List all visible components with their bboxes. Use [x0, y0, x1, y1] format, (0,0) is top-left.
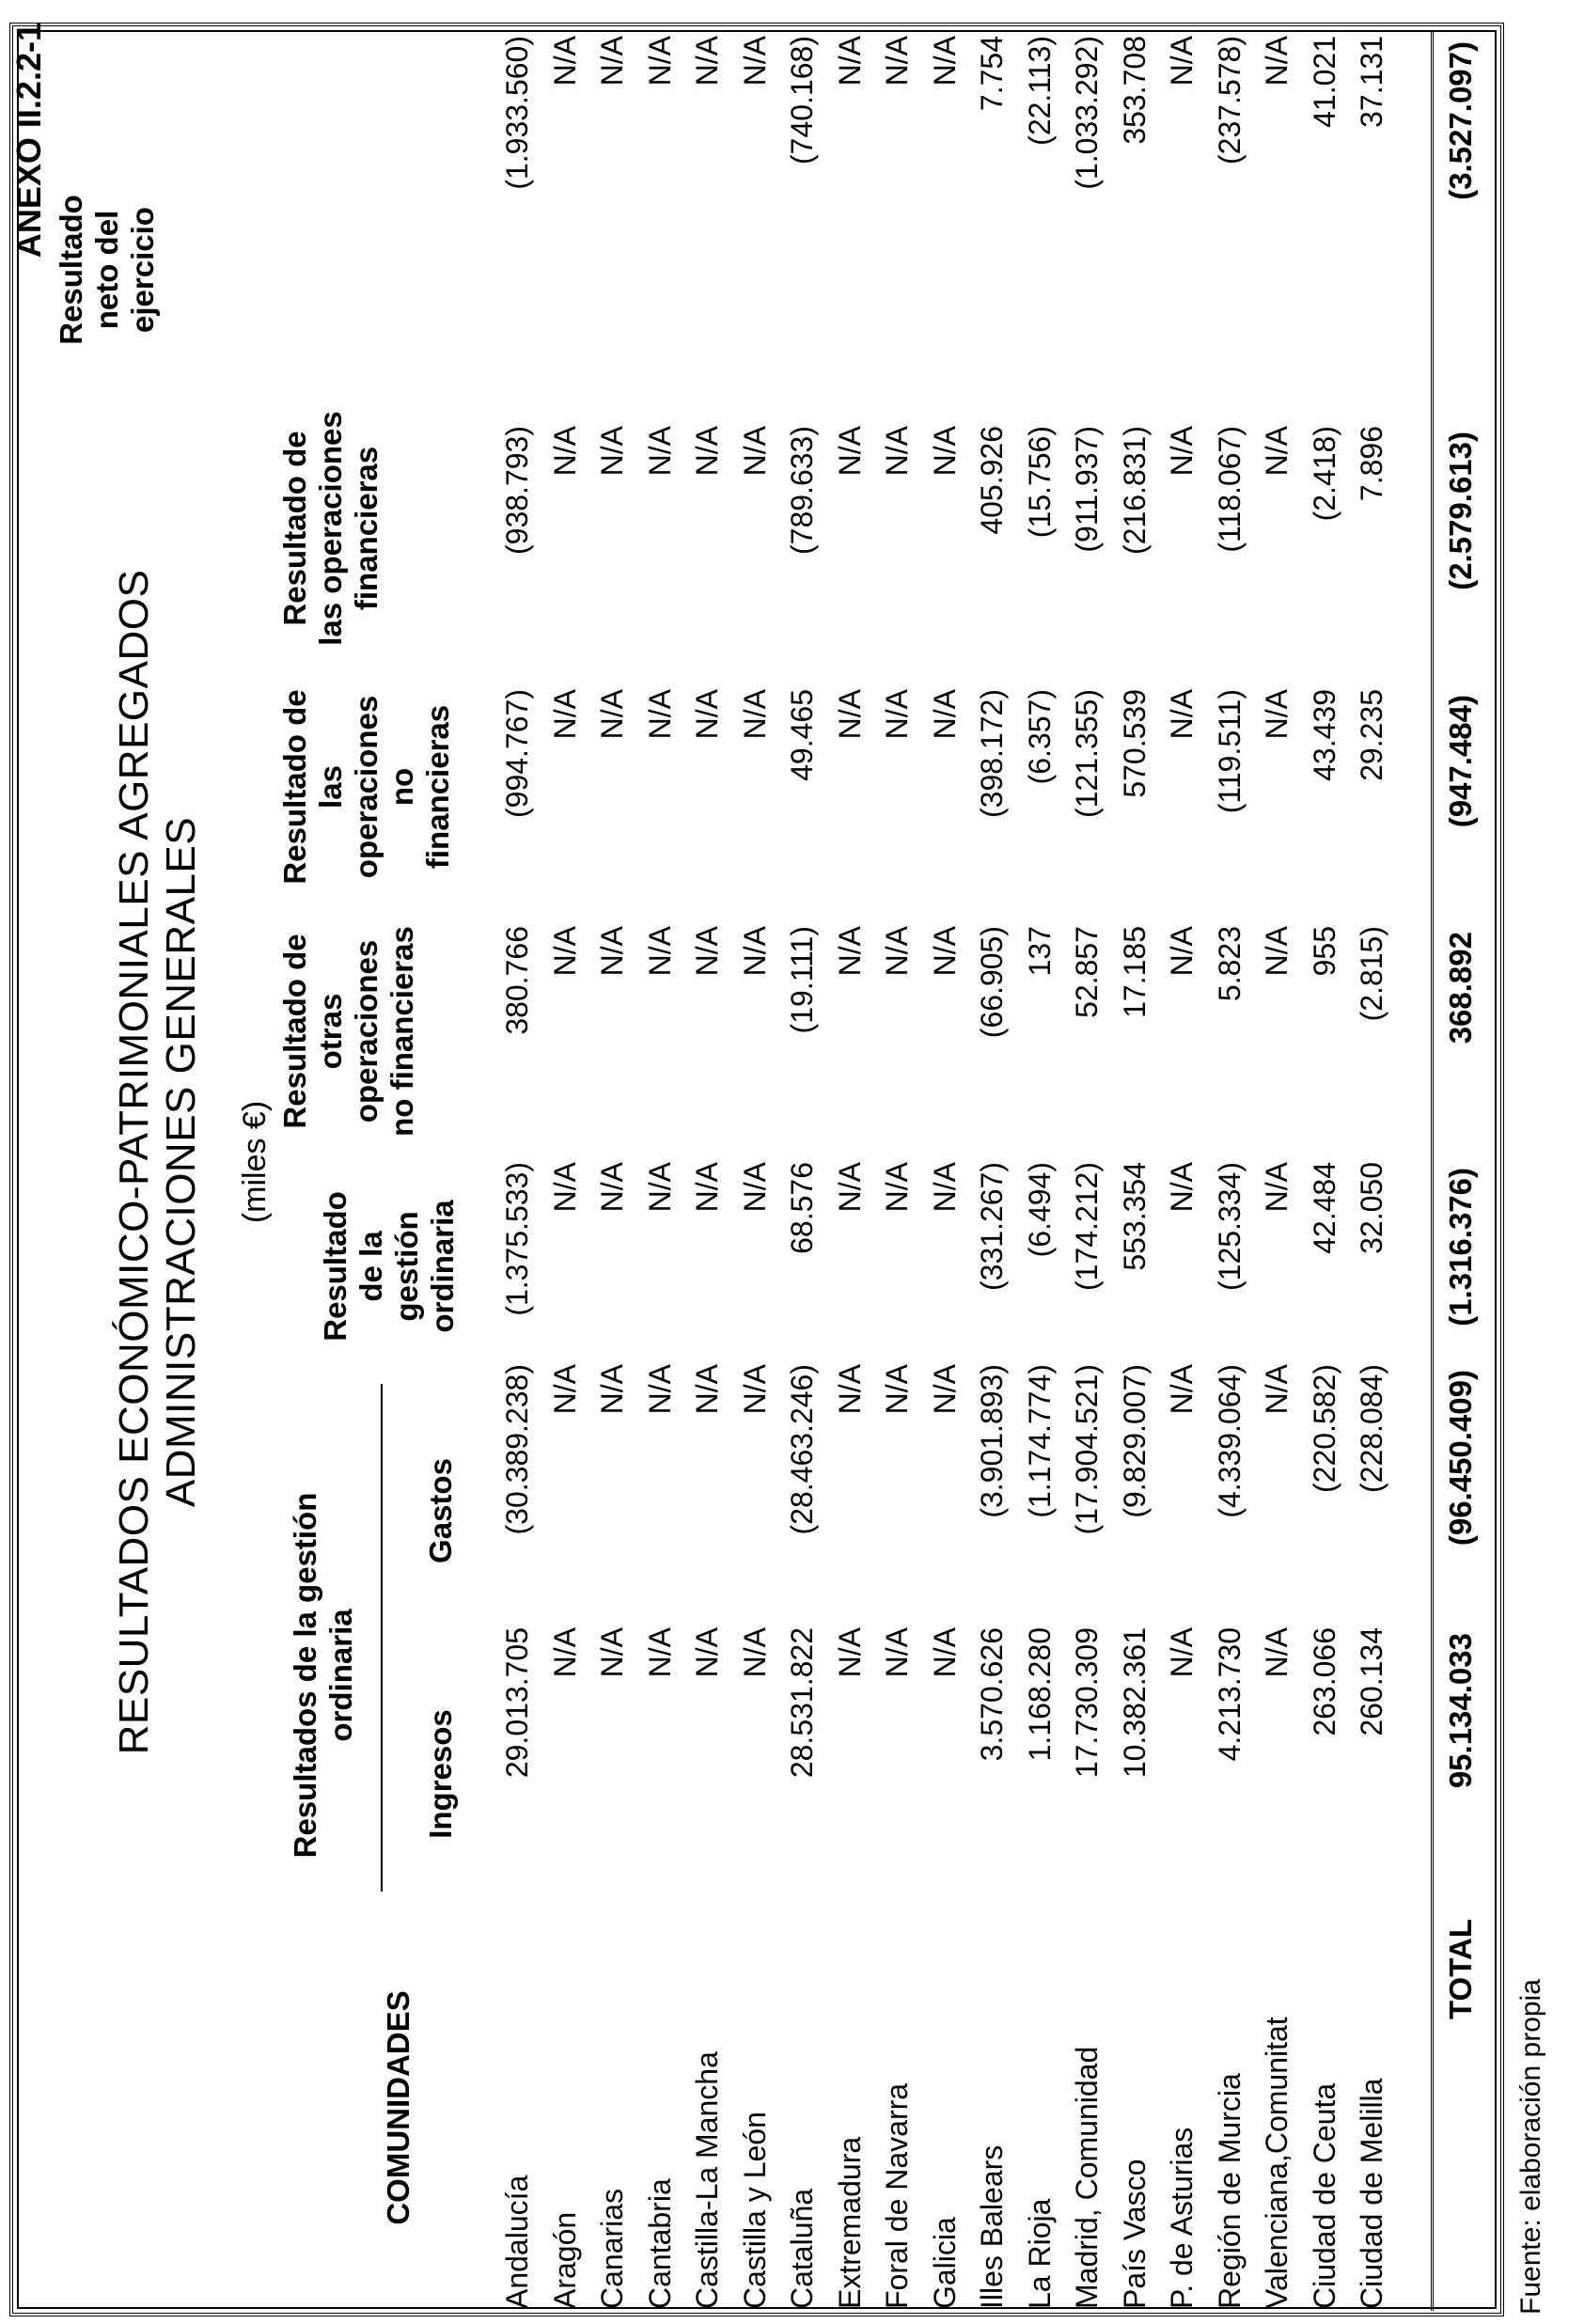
cell-no-fin: N/A: [832, 689, 867, 740]
header-ingresos: Ingresos: [423, 1709, 458, 1839]
total-label: TOTAL: [1443, 1919, 1478, 2019]
row-name: Galicia: [927, 2217, 962, 2309]
source-note: Fuente: elaboración propia: [1515, 1979, 1546, 2315]
cell-ingresos: 263.066: [1307, 1627, 1341, 1736]
cell-otras: N/A: [880, 926, 914, 977]
cell-gestion: N/A: [832, 1162, 867, 1213]
table-row: [1158, 30, 1206, 2315]
units-label: (miles €): [237, 1100, 273, 1224]
row-name: Castilla y León: [737, 2112, 772, 2309]
table-row: [1206, 30, 1254, 2315]
cell-fin: N/A: [595, 426, 629, 477]
row-name: Castilla-La Mancha: [690, 2051, 724, 2309]
cell-no-fin: N/A: [642, 689, 677, 740]
cell-neto: (237.578): [1212, 36, 1247, 165]
cell-no-fin: N/A: [1165, 689, 1199, 740]
cell-gastos: (4.339.064): [1212, 1364, 1247, 1518]
cell-neto: 41.021: [1307, 36, 1341, 128]
cell-otras: N/A: [832, 926, 867, 977]
cell-gastos: N/A: [642, 1364, 677, 1415]
header-comunidades: COMUNIDADES: [381, 1990, 416, 2225]
cell-no-fin: 43.439: [1307, 689, 1341, 781]
row-name: La Rioja: [1022, 2198, 1057, 2309]
cell-neto: 353.708: [1117, 36, 1152, 145]
cell-fin: N/A: [832, 426, 867, 477]
cell-no-fin: N/A: [880, 689, 914, 740]
cell-fin: (789.633): [785, 426, 819, 555]
cell-otras: N/A: [1165, 926, 1199, 977]
table-row: [826, 30, 874, 2315]
cell-fin: N/A: [642, 426, 677, 477]
row-name: Región de Murcia: [1212, 2073, 1247, 2309]
cell-otras: (66.905): [975, 926, 1009, 1039]
cell-fin: N/A: [1260, 426, 1294, 477]
row-name: Foral de Navarra: [880, 2082, 914, 2309]
cell-neto: (1.933.560): [500, 36, 534, 190]
cell-otras: 5.823: [1212, 926, 1247, 1002]
cell-fin: (938.793): [500, 426, 534, 555]
cell-neto: (22.113): [1022, 36, 1057, 146]
row-name: Ciudad de Melilla: [1355, 2078, 1388, 2309]
cell-gestion: (1.375.533): [500, 1162, 534, 1316]
table-row: [731, 30, 779, 2315]
cell-otras: (2.815): [1355, 926, 1388, 1022]
table-row: [683, 30, 731, 2315]
table-row: [968, 30, 1016, 2315]
row-name: Andalucía: [500, 2175, 534, 2309]
cell-ingresos: N/A: [547, 1627, 582, 1678]
total-no-fin: (947.484): [1443, 695, 1478, 828]
cell-ingresos: N/A: [690, 1627, 724, 1678]
cell-gastos: N/A: [1165, 1364, 1199, 1415]
cell-neto: N/A: [880, 36, 914, 86]
row-name: Cantabria: [642, 2178, 677, 2309]
row-name: Valenciana,Comunitat: [1260, 2017, 1294, 2309]
cell-fin: N/A: [880, 426, 914, 477]
cell-gastos: (30.389.238): [500, 1364, 534, 1535]
cell-no-fin: 49.465: [785, 689, 819, 781]
cell-neto: N/A: [690, 36, 724, 86]
cell-gestion: (6.494): [1022, 1162, 1057, 1258]
title-line-2: ADMINISTRACIONES GENERALES: [158, 816, 204, 1508]
cell-otras: 380.766: [500, 926, 534, 1035]
cell-gastos: N/A: [880, 1364, 914, 1415]
table-row: [873, 30, 921, 2315]
cell-ingresos: N/A: [1165, 1627, 1199, 1678]
annex-label: ANEXO II.2.2-1: [9, 23, 48, 259]
table-row: [1016, 30, 1064, 2315]
cell-neto: N/A: [1165, 36, 1199, 86]
cell-gestion: (174.212): [1070, 1162, 1104, 1291]
cell-no-fin: (119.511): [1212, 689, 1247, 814]
row-name: País Vasco: [1117, 2159, 1152, 2309]
cell-neto: (1.033.292): [1070, 36, 1104, 190]
cell-no-fin: (121.355): [1070, 689, 1104, 818]
total-neto: (3.527.097): [1443, 41, 1478, 200]
cell-fin: N/A: [737, 426, 772, 477]
cell-gestion: N/A: [1260, 1162, 1294, 1213]
total-row: [1431, 32, 1488, 2311]
cell-neto: (740.168): [785, 36, 819, 165]
cell-fin: 405.926: [975, 426, 1009, 535]
cell-gestion: 553.354: [1117, 1162, 1152, 1271]
cell-fin: (2.418): [1307, 426, 1341, 522]
cell-fin: (15.756): [1022, 426, 1057, 539]
table-row: [636, 30, 684, 2315]
cell-gestion: N/A: [547, 1162, 582, 1213]
table-row: [494, 30, 541, 2315]
cell-neto: N/A: [595, 36, 629, 86]
cell-gastos: N/A: [690, 1364, 724, 1415]
cell-ingresos: N/A: [595, 1627, 629, 1678]
header-gestion-ordinaria-group: Resultados de la gestión ordinaria: [288, 1492, 358, 1859]
cell-gastos: N/A: [832, 1364, 867, 1415]
cell-neto: 7.754: [975, 36, 1009, 112]
total-gastos: (96.450.409): [1443, 1370, 1478, 1547]
table-row: [1253, 30, 1301, 2315]
cell-otras: N/A: [737, 926, 772, 977]
header-res-otras: Resultado de otras operaciones no financieras: [277, 926, 419, 1137]
cell-gastos: (1.174.774): [1022, 1364, 1057, 1518]
cell-otras: 17.185: [1117, 926, 1152, 1018]
cell-gestion: (125.334): [1212, 1162, 1247, 1291]
cell-otras: 955: [1307, 926, 1341, 977]
table-row: [1301, 30, 1349, 2315]
cell-no-fin: N/A: [595, 689, 629, 740]
cell-otras: N/A: [1260, 926, 1294, 977]
cell-ingresos: 4.213.730: [1212, 1627, 1247, 1762]
cell-ingresos: 1.168.280: [1022, 1627, 1057, 1762]
row-name: P. de Asturias: [1165, 2127, 1199, 2309]
cell-no-fin: (994.767): [500, 689, 534, 818]
cell-fin: (118.067): [1212, 426, 1247, 553]
cell-gestion: N/A: [927, 1162, 962, 1213]
cell-gestion: N/A: [737, 1162, 772, 1213]
cell-neto: N/A: [547, 36, 582, 86]
cell-neto: N/A: [927, 36, 962, 86]
cell-no-fin: N/A: [737, 689, 772, 740]
cell-no-fin: N/A: [690, 689, 724, 740]
cell-fin: N/A: [1165, 426, 1199, 477]
cell-no-fin: 29.235: [1355, 689, 1388, 781]
table-row: [1348, 30, 1396, 2315]
cell-gastos: (3.901.893): [975, 1364, 1009, 1518]
cell-gastos: N/A: [547, 1364, 582, 1415]
cell-gestion: (331.267): [975, 1162, 1009, 1291]
cell-ingresos: N/A: [880, 1627, 914, 1678]
cell-gestion: N/A: [595, 1162, 629, 1213]
cell-gestion: 42.484: [1307, 1162, 1341, 1254]
cell-fin: N/A: [690, 426, 724, 477]
cell-fin: N/A: [927, 426, 962, 477]
row-name: Madrid, Comunidad: [1070, 2046, 1104, 2309]
cell-gestion: N/A: [642, 1162, 677, 1213]
cell-no-fin: N/A: [1260, 689, 1294, 740]
cell-fin: 7.896: [1355, 426, 1388, 502]
cell-fin: (216.831): [1117, 426, 1152, 555]
header-res-neto: Resultado neto del ejercicio: [54, 195, 160, 345]
row-name: Canarias: [595, 2188, 629, 2309]
cell-no-fin: N/A: [927, 689, 962, 740]
header-res-gestion: Resultado de la gestión ordinaria: [318, 1191, 460, 1342]
cell-neto: N/A: [737, 36, 772, 86]
total-otras: 368.892: [1443, 932, 1478, 1044]
header-res-no-fin: Resultado de las operaciones no financieras: [277, 689, 455, 885]
table-row: [1111, 30, 1159, 2315]
row-name: Cataluña: [785, 2188, 819, 2309]
cell-ingresos: 29.013.705: [500, 1627, 534, 1779]
cell-ingresos: 3.570.626: [975, 1627, 1009, 1762]
cell-neto: N/A: [642, 36, 677, 86]
cell-ingresos: N/A: [1260, 1627, 1294, 1678]
cell-gestion: N/A: [1165, 1162, 1199, 1213]
cell-fin: N/A: [547, 426, 582, 477]
cell-otras: N/A: [927, 926, 962, 977]
row-name: Illes Balears: [975, 2144, 1009, 2309]
table-row: [541, 30, 589, 2315]
cell-gestion: 68.576: [785, 1162, 819, 1254]
cell-otras: N/A: [690, 926, 724, 977]
cell-otras: 52.857: [1070, 926, 1104, 1018]
cell-no-fin: 570.539: [1117, 689, 1152, 798]
total-fin: (2.579.613): [1443, 432, 1478, 590]
cell-otras: N/A: [595, 926, 629, 977]
cell-gestion: N/A: [880, 1162, 914, 1213]
cell-gestion: N/A: [690, 1162, 724, 1213]
cell-otras: N/A: [642, 926, 677, 977]
row-name: Extremadura: [832, 2136, 867, 2309]
cell-ingresos: 10.382.361: [1117, 1627, 1152, 1779]
header-res-fin: Resultado de las operaciones financieras: [277, 411, 384, 646]
title-line-1: RESULTADOS ECONÓMICO-PATRIMONIALES AGREGADOS: [111, 569, 157, 1755]
cell-gastos: N/A: [737, 1364, 772, 1415]
cell-gastos: (17.904.521): [1070, 1364, 1104, 1535]
cell-gastos: N/A: [595, 1364, 629, 1415]
cell-gastos: N/A: [927, 1364, 962, 1415]
cell-otras: (19.111): [785, 926, 819, 1034]
cell-ingresos: N/A: [927, 1627, 962, 1678]
cell-neto: N/A: [832, 36, 867, 86]
cell-gastos: (228.084): [1355, 1364, 1388, 1493]
cell-gastos: (220.582): [1307, 1364, 1341, 1493]
row-name: Aragón: [547, 2211, 582, 2309]
total-ingresos: 95.134.033: [1443, 1633, 1478, 1789]
table-row: [588, 30, 636, 2315]
cell-otras: N/A: [547, 926, 582, 977]
cell-no-fin: (398.172): [975, 689, 1009, 818]
table-row: [921, 30, 969, 2315]
cell-no-fin: N/A: [547, 689, 582, 740]
cell-gestion: 32.050: [1355, 1162, 1388, 1254]
cell-neto: N/A: [1260, 36, 1294, 86]
cell-ingresos: N/A: [642, 1627, 677, 1678]
row-name: Ciudad de Ceuta: [1307, 2082, 1341, 2309]
group-underline: [381, 1384, 383, 1892]
cell-ingresos: N/A: [737, 1627, 772, 1678]
cell-ingresos: 17.730.309: [1070, 1627, 1104, 1779]
cell-ingresos: 260.134: [1355, 1627, 1388, 1736]
header-gastos: Gastos: [423, 1458, 458, 1563]
table-row: [1063, 30, 1111, 2315]
table-row: [778, 30, 826, 2315]
total-gestion: (1.316.376): [1443, 1168, 1478, 1327]
cell-neto: 37.131: [1355, 36, 1388, 128]
cell-fin: (911.937): [1070, 426, 1104, 553]
cell-gastos: (28.463.246): [785, 1364, 819, 1535]
cell-no-fin: (6.357): [1022, 689, 1057, 785]
cell-gastos: (9.829.007): [1117, 1364, 1152, 1518]
cell-otras: 137: [1022, 926, 1057, 977]
cell-ingresos: 28.531.822: [785, 1627, 819, 1779]
cell-ingresos: N/A: [832, 1627, 867, 1678]
table-body: [494, 30, 1396, 2315]
cell-gastos: N/A: [1260, 1364, 1294, 1415]
